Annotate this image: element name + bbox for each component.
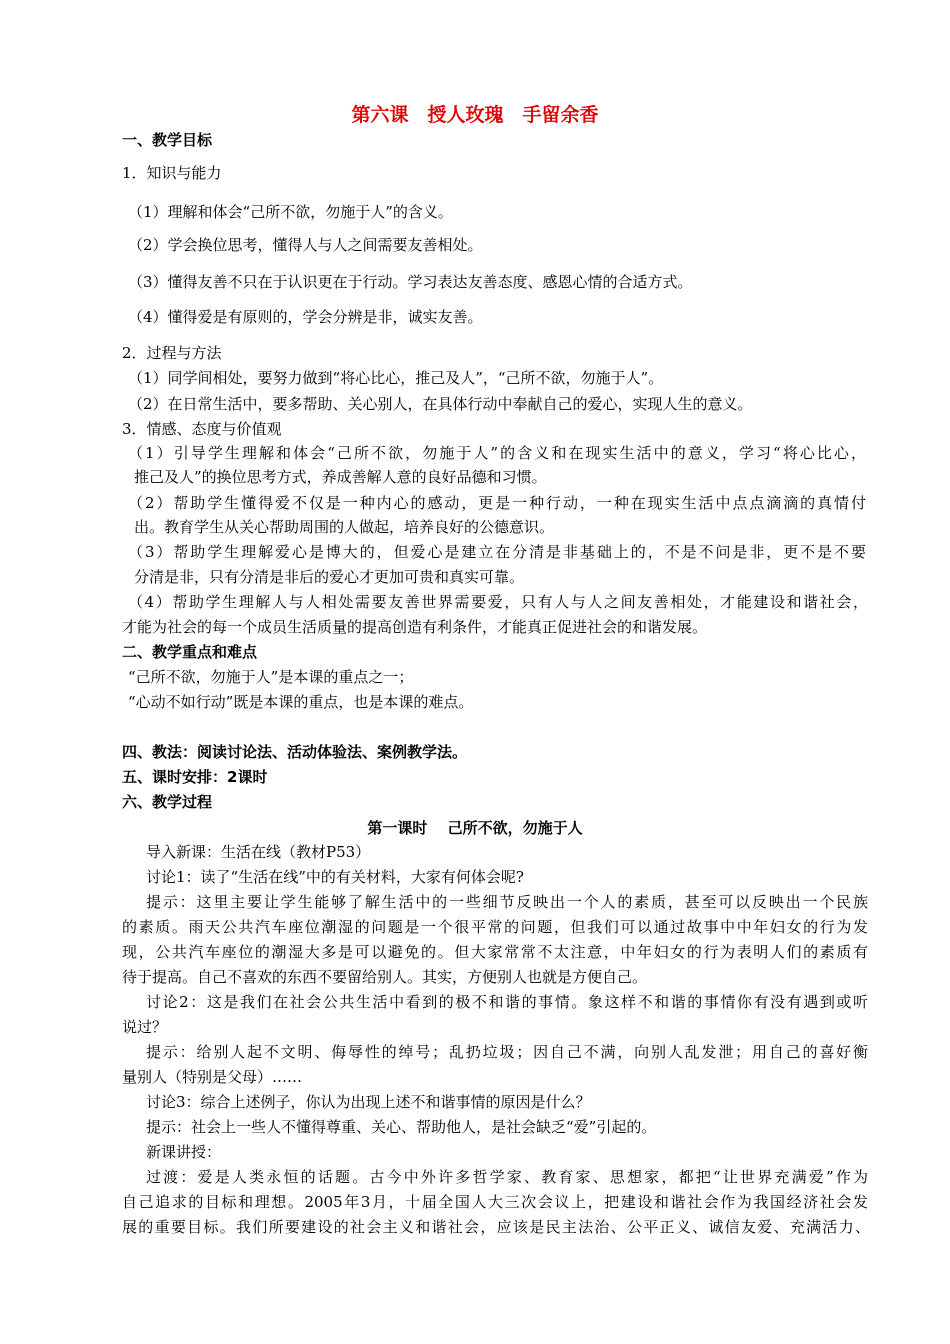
page-title: 第六课 授人玫瑰 手留余香 <box>351 104 599 126</box>
paragraph-line: 出。教育学生从关心帮助周围的人做起，培养良好的公德意识。 <box>134 518 555 536</box>
paragraph-line: 自己追求的目标和理想。2005年3月，十届全国人大三次会议上，把建设和谐社会作为我国经济社会发 <box>122 1193 868 1211</box>
list-item: （1）同学间相处，要努力做到“将心比心，推己及人”，“己所不欲，勿施于人”。 <box>128 369 664 387</box>
paragraph-line: 待于提高。自己不喜欢的东西不要留给别人。其实，方便别人也就是方便自己。 <box>122 968 648 986</box>
paragraph-line: 推己及人”的换位思考方式，养成善解人意的良好品德和习惯。 <box>134 468 547 486</box>
paragraph-line: （1）引导学生理解和体会“己所不欲，勿施于人”的含义和在现实生活中的意义，学习“将心比心， <box>128 444 866 462</box>
paragraph-line: 的素质。雨天公共汽车座位潮湿的问题是一个很平常的问题，但我们可以通过故事中中年妇女的行为发 <box>122 918 868 936</box>
section-heading-objectives: 一、教学目标 <box>122 131 213 149</box>
paragraph-line: 才能为社会的每一个成员生活质量的提高创造有利条件，才能真正促进社会的和谐发展。 <box>122 618 708 636</box>
paragraph-line: （2）帮助学生懂得爱不仅是一种内心的感动，更是一种行动，一种在现实生活中点点滴滴的真情付 <box>128 494 866 512</box>
list-item: （2）学会换位思考，懂得人与人之间需要友善相处。 <box>128 236 483 254</box>
paragraph-line: 导入新课：生活在线（教材P53） <box>146 843 371 861</box>
paragraph-line: “己所不欲，勿施于人”是本课的重点之一； <box>128 668 414 686</box>
list-item: （1）理解和体会“己所不欲，勿施于人”的含义。 <box>128 203 453 221</box>
paragraph-line: 提示：社会上一些人不懂得尊重、关心、帮助他人，是社会缺乏“爱”引起的。 <box>146 1118 657 1136</box>
paragraph-line: 新课讲授： <box>146 1143 222 1161</box>
section-heading-key-points: 二、教学重点和难点 <box>122 643 258 661</box>
paragraph-line: 过渡：爱是人类永恒的话题。古今中外许多哲学家、教育家、思想家，都把“让世界充满爱”作为 <box>146 1168 868 1186</box>
paragraph-line: 提示：给别人起不文明、侮辱性的绰号；乱扔垃圾；因自己不满，向别人乱发泄；用自己的喜好衡 <box>146 1043 868 1061</box>
paragraph-line: 提示：这里主要让学生能够了解生活中的一些细节反映出一个人的素质，甚至可以反映出一个民族 <box>146 893 868 911</box>
paragraph-line: 分清是非，只有分清是非后的爱心才更加可贵和真实可靠。 <box>134 568 525 586</box>
paragraph-line: （4）帮助学生理解人与人相处需要友善世界需要爱，只有人与人之间友善相处，才能建设和谐社会， <box>128 593 868 611</box>
list-item: （4）懂得爱是有原则的，学会分辨是非，诚实友善。 <box>128 308 483 326</box>
subheading-process: 2．过程与方法 <box>122 344 222 362</box>
section-heading-schedule: 五、课时安排：2课时 <box>122 768 268 786</box>
paragraph-line: 讨论1：读了“生活在线”中的有关材料，大家有何体会呢? <box>146 868 524 886</box>
paragraph-line: 量别人（特别是父母）…… <box>122 1068 303 1086</box>
paragraph-line: 现，公共汽车座位的潮湿大多是可以避免的。但大家常常不太注意，中年妇女的行为表明人们的素质有 <box>122 943 868 961</box>
subheading-knowledge: 1．知识与能力 <box>122 164 222 182</box>
paragraph-line: 讨论2：这是我们在社会公共生活中看到的极不和谐的事情。象这样不和谐的事情你有没有遇到或听 <box>146 993 868 1011</box>
paragraph-line: 展的重要目标。我们所要建设的社会主义和谐社会，应该是民主法治、公平正义、诚信友爱、充满活力、 <box>122 1218 870 1236</box>
lesson-title: 第一课时 己所不欲，勿施于人 <box>367 819 583 837</box>
paragraph-line: 讨论3：综合上述例子，你认为出现上述不和谐事情的原因是什么？ <box>146 1093 591 1111</box>
subheading-values: 3．情感、态度与价值观 <box>122 420 282 438</box>
paragraph-line: “心动不如行动”既是本课的重点，也是本课的难点。 <box>128 693 474 711</box>
paragraph-line: 说过？ <box>122 1018 168 1036</box>
section-heading-methods: 四、教法：阅读讨论法、活动体验法、案例教学法。 <box>122 743 468 761</box>
list-item: （2）在日常生活中，要多帮助、关心别人，在具体行动中奉献自己的爱心，实现人生的意义。 <box>128 395 753 413</box>
section-heading-process: 六、教学过程 <box>122 793 213 811</box>
paragraph-line: （3）帮助学生理解爱心是博大的，但爱心是建立在分清是非基础上的，不是不问是非，更不是不要 <box>128 543 866 561</box>
list-item: （3）懂得友善不只在于认识更在于行动。学习表达友善态度、感恩心情的合适方式。 <box>128 273 693 291</box>
